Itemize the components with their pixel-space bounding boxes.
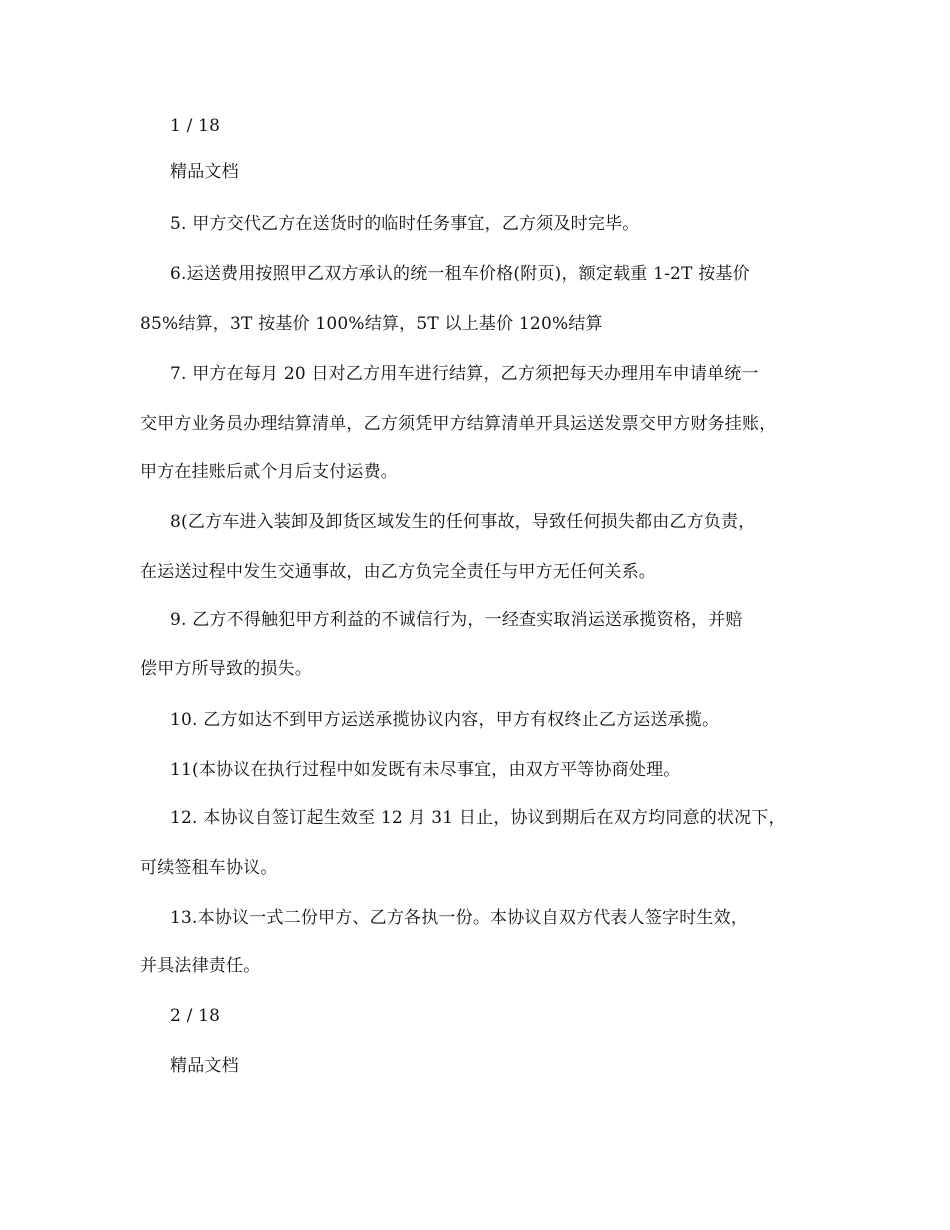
clause-13-line-2: 并具法律责任。 (140, 956, 261, 976)
clause-12-line-1: 12. 本协议自签订起生效至 12 月 31 日止，协议到期后在双方均同意的状况下， (170, 808, 786, 828)
clause-10: 10. 乙方如达不到甲方运送承揽协议内容，甲方有权终止乙方运送承揽。 (170, 710, 720, 730)
clause-8-line-2: 在运送过程中发生交通事故，由乙方负完全责任与甲方无任何关系。 (140, 562, 656, 582)
clause-7-line-2: 交甲方业务员办理结算清单，乙方须凭甲方结算清单开具运送发票交甲方财务挂账， (140, 414, 777, 434)
clause-7-line-1: 7. 甲方在每月 20 日对乙方用车进行结算，乙方须把每天办理用车申请单统一 (170, 364, 759, 384)
page-marker: 1 / 18 (170, 116, 221, 136)
clause-9-line-2: 偿甲方所导致的损失。 (140, 659, 312, 679)
clause-9-line-1: 9. 乙方不得触犯甲方利益的不诚信行为，一经查实取消运送承揽资格，并赔 (170, 610, 743, 630)
clause-13-line-1: 13.本协议一式二份甲方、乙方各执一份。本协议自双方代表人签字时生效， (170, 908, 749, 928)
clause-11: 11(本协议在执行过程中如发既有未尽事宜，由双方平等协商处理。 (170, 760, 681, 780)
clause-6-line-1: 6.运送费用按照甲乙双方承认的统一租车价格(附页)，额定载重 1-2T 按基价 (170, 264, 750, 284)
page-header: 精品文档 (170, 1056, 239, 1076)
page-marker: 2 / 18 (170, 1006, 221, 1026)
clause-8-line-1: 8(乙方车进入装卸及卸货区域发生的任何事故，导致任何损失都由乙方负责， (170, 512, 756, 532)
clause-7-line-3: 甲方在挂账后贰个月后支付运费。 (140, 462, 398, 482)
clause-5: 5. 甲方交代乙方在送货时的临时任务事宜，乙方须及时完毕。 (170, 214, 640, 234)
clause-12-line-2: 可续签租车协议。 (140, 858, 278, 878)
clause-6-line-2: 85%结算，3T 按基价 100%结算，5T 以上基价 120%结算 (140, 314, 603, 334)
page-header: 精品文档 (170, 162, 239, 182)
